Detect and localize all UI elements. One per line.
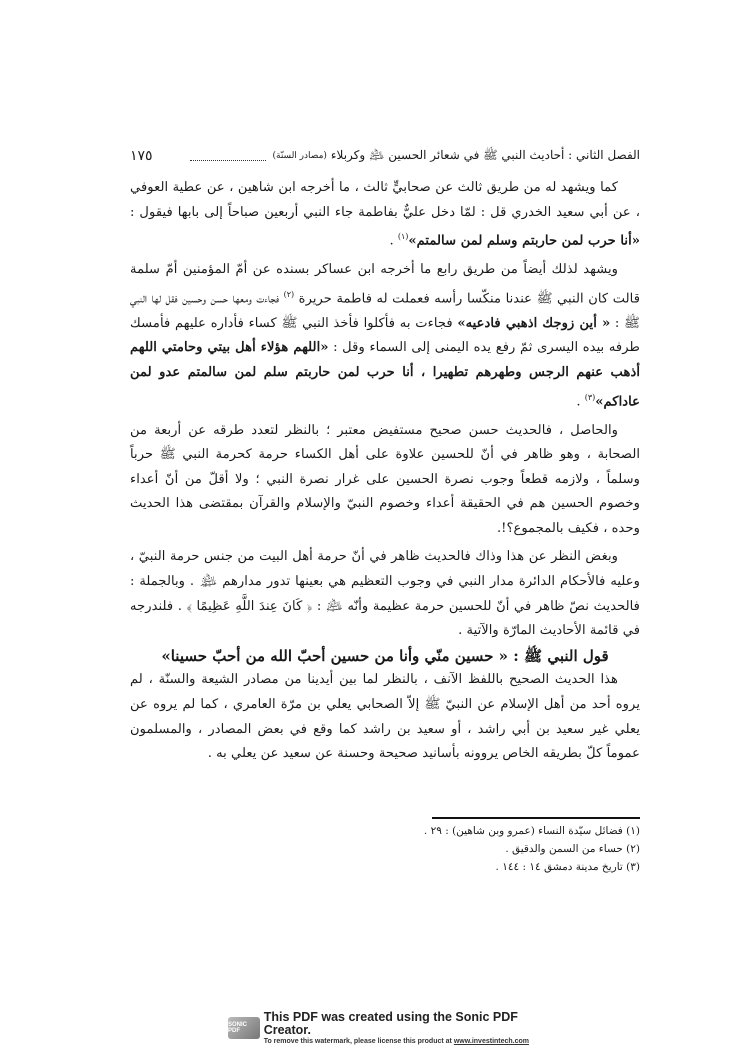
paragraph-4: وبغض النظر عن هذا وذاك فالحديث ظاهر في أنّ حرمة أهل البيت من جنس حرمة النبيّ ، وعليه فالأحكام الدائرة مدار النبي في وجوب التعظيم هي بعينها تدور مدارهم ﵈ . وبالجملة : فالحديث نصّ ظاهر في أنّ للحسين حرمة عظيمة وأنّه ﵇ : ﴿ كَانَ عِندَ اللَّهِ عَظِيمًا ﴾ . فلندرجه في قائمة الأحاديث المارّة والآتية . <box>130 549 640 639</box>
quote-bold: «أنا حرب لمن حاربتم وسلم لمن سالمتم» <box>408 233 640 249</box>
footnotes <box>300 822 640 876</box>
quote-bold: «اللهم هؤلاء أهل بيتي وحامتي اللهم أذهب عنهم الرجس وطهرهم تطهيرا ، أنا حرب لمن حاربتم سلم لمن سالمتم عدو لمن عاداكم» <box>130 340 640 409</box>
paragraph-2: ويشهد لذلك أيضاً من طريق رابع ما أخرجه ابن عساكر بسنده عن أمّ المؤمنين أمّ سلمة قالت كان النبي ﷺ عندنا منكّسا رأسه فعملت له فاطمة حريرة $^{(٢)}$ فجاءت ومعها حسن وحسين فقل لها النبي ﷺ : « أين زوجك اذهبي فادعيه» فجاءت به فأكلوا فأخذ النبي ﷺ كساء فأداره عليهم فأمسك طرفه بيده اليسرى ثمّ رفع يده اليمنى إلى السماء وقل : «اللهم هؤلاء أهل بيتي وحامتي اللهم أذهب عنهم الرجس وطهرهم تطهيرا ، أنا حرب لمن حاربتم سلم لمن سالمتم عدو لمن عاداكم»$^{(٣)}$ . <box>130 262 641 409</box>
footnote-divider <box>432 817 640 819</box>
footnote-2: (٢) حساء من السمن والدقيق . <box>505 843 640 855</box>
paragraph-5: هذا الحديث الصحيح باللفظ الآنف ، بالنظر لما بين أيدينا من مصادر الشيعة والسنّة ، لم يروه أحد من أهل الإسلام عن النبيّ ﷺ إلاّ الصحابي يعلي بن مرّة العامري ، كما لم يروه عن يعلي غير سعيد بن أبي راشد ، أو سعيد بن راشد كما وقع في بعض المصادر ، والمسلمون عموماً كلّ بطريقه الخاص يروونه بأسانيد صحيحة وحسنة عن سعيد عن يعلي به . <box>130 672 640 762</box>
pdf-watermark <box>228 1009 548 1045</box>
sonic-pdf-logo-icon: SONIC PDF <box>228 1017 260 1039</box>
watermark-line1: This PDF was created using the Sonic PDF Creator. <box>263 1009 518 1037</box>
page-number: ١٧٥ <box>130 148 153 164</box>
section-heading: قول النبي ﷺ : « حسين منّي وأنا من حسين أحبّ الله من أحبّ حسينا» <box>161 646 609 665</box>
footnote-1: (١) فضائل سيّدة النساء (عمرو وبن شاهين) : ٢٩ . <box>423 825 640 837</box>
footnote-ref[interactable]: (٢) <box>283 289 295 299</box>
watermark-line2: To remove this watermark, please license this product at www.investintech.com <box>263 1037 530 1045</box>
paragraph-3: والحاصل ، فالحديث حسن صحيح مستفيض معتبر ؛ بالنظر لتعدد طرقه عن أربعة من الصحابة ، وهو ظاهر في أنّ للحسين علاوة على أهل الكساء حرمة كحرمة النبي ﷺ حرباً وسلماً ، ولازمه قطعاً وجوب نصرة الحسين على غرار نصرة النبي ؛ ولا أقلّ من أنّ أعداء وخصوم الحسين هم في الحقيقة أعداء وخصوم النبيّ والإسلام والقرآن بمقتضى هذا الحديث وحده ، فكيف بالمجموع؟!. <box>130 422 640 536</box>
quote-bold: « أين زوجك اذهبي فادعيه» <box>457 315 611 331</box>
watermark-link[interactable]: www.investintech.com <box>453 1037 530 1045</box>
header-dot-leader <box>190 152 266 161</box>
footnote-3: (٣) تاريخ مدينة دمشق ١٤ : ١٤٤ . <box>495 861 640 873</box>
footnote-ref[interactable]: (١) <box>397 232 409 242</box>
body-text <box>130 176 640 767</box>
chapter-subtitle: (مصادر السنّة) <box>272 151 327 161</box>
paragraph-1: كما ويشهد له من طريق ثالث عن صحابيٍّ ثالث ، ما أخرجه ابن شاهين ، عن عطية العوفي ، عن أبي سعيد الخدري قل : لمّا دخل عليٌّ بفاطمة جاء النبي أربعين صباحاً إلى بابها فيقول : «أنا حرب لمن حاربتم وسلم لمن سالمتم»$^{(١)}$ . <box>130 180 640 249</box>
footnote-ref[interactable]: (٣) <box>584 392 596 402</box>
chapter-title: الفصل الثاني : أحاديث النبي ﷺ في شعائر الحسين ﵇ وكربلاء <box>330 147 640 162</box>
running-header <box>130 146 640 166</box>
